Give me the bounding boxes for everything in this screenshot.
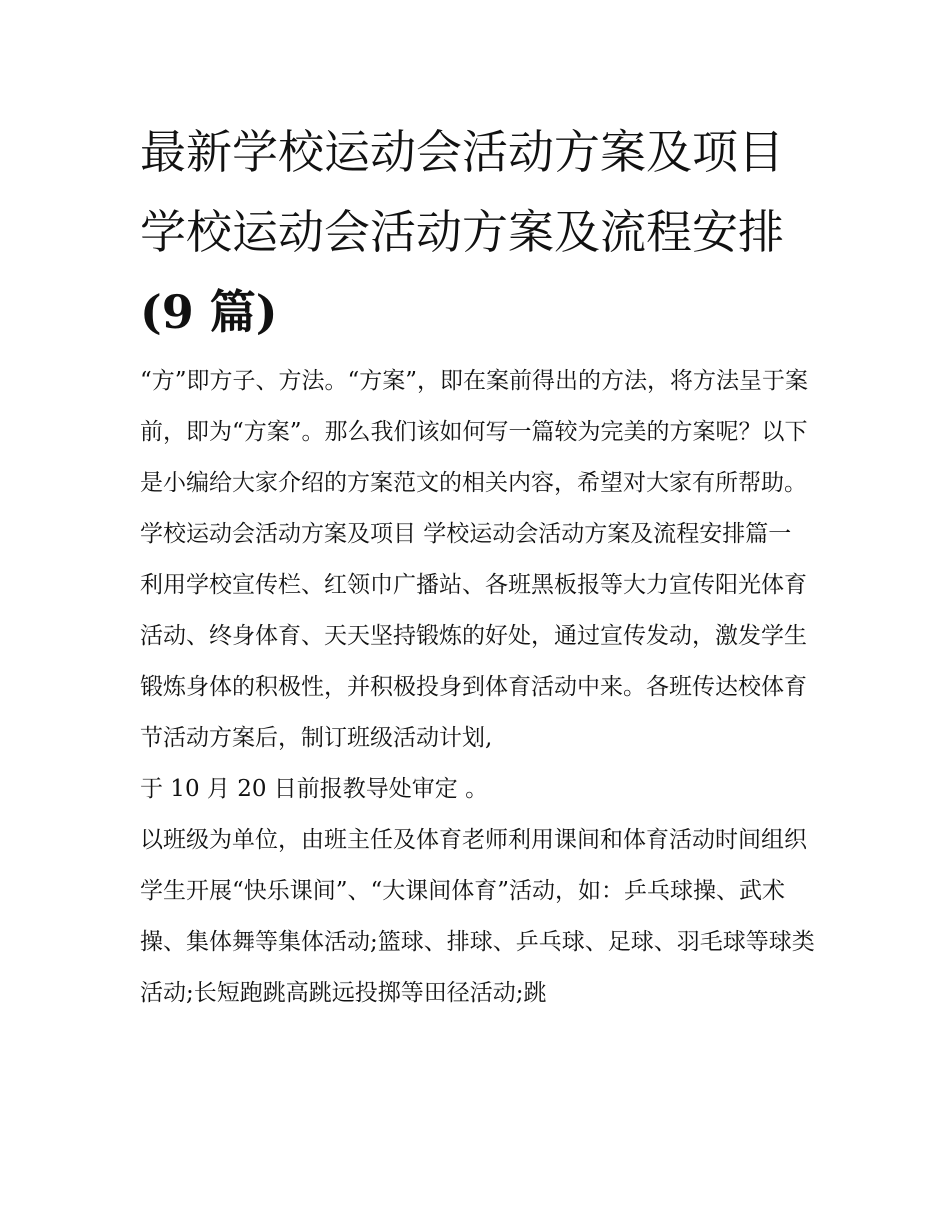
intro-paragraph: “方”即方子、方法。“方案”，即在案前得出的方法，将方法呈于案前，即为“方案”。那么我们该如何写一篇较为完美的方案呢？以下是小编给大家介绍的方案范文的相关内容，希望对大家有所帮助。: [140, 368, 809, 496]
body-paragraph-3: 以班级为单位，由班主任及体育老师利用课间和体育活动时间组织学生开展“快乐课间”、“大课间体育”活动，如：乒乓球操、武术操、集体舞等集体活动;篮球、排球、乒乓球、足球、羽毛球等球类活动;长短跑跳高跳远投掷等田径活动;跳: [140, 827, 815, 1006]
document-title: [140, 112, 820, 352]
body-paragraph-1: 利用学校宣传栏、红领巾广播站、各班黑板报等大力宣传阳光体育活动、终身体育、天天坚持锻炼的好处，通过宣传发动，激发学生锻炼身体的积极性，并积极投身到体育活动中来。各班传达校体育节活动方案后，制订班级活动计划,: [140, 572, 807, 751]
title-suffix: (9 篇): [140, 285, 278, 339]
title-main: 最新学校运动会活动方案及项目 学校运动会活动方案及流程安排: [140, 125, 784, 259]
body-paragraph-2: 于 10 月 20 日前报教导处审定 。: [140, 776, 489, 802]
section-heading: 学校运动会活动方案及项目 学校运动会活动方案及流程安排篇一: [140, 521, 792, 547]
document-page: [140, 112, 820, 1019]
